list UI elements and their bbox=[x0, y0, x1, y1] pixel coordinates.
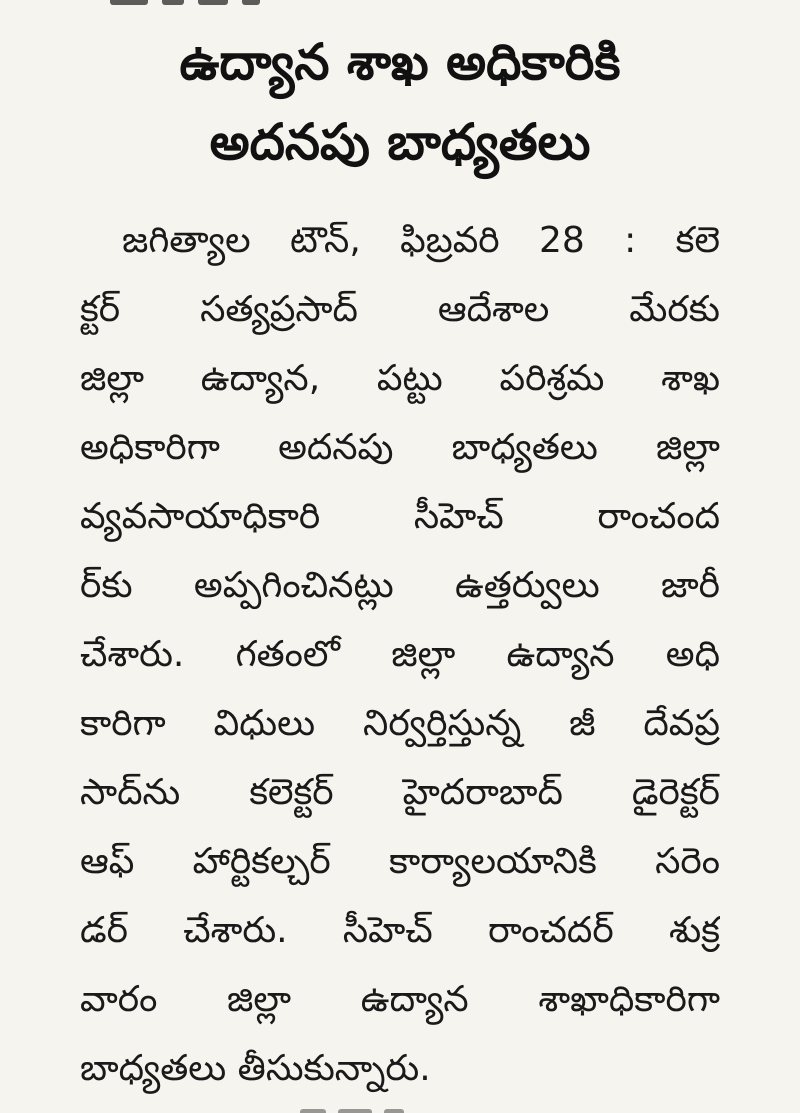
headline-line-2: అదనపు బాధ్యతలు bbox=[209, 113, 591, 171]
remnant-stroke bbox=[162, 0, 184, 5]
article-body bbox=[80, 206, 720, 1103]
article-line: అధికారిగా అదనపు బాధ్యతలు జిల్లా bbox=[80, 427, 720, 468]
remnant-stroke bbox=[300, 1109, 326, 1113]
article-line: ర్‌కు అప్పగించినట్లు ఉత్తర్వులు జారీ bbox=[80, 565, 720, 606]
remnant-stroke bbox=[242, 0, 260, 5]
article-line: జిల్లా ఉద్యాన, పట్టు పరిశ్రమ శాఖ bbox=[80, 358, 720, 399]
headline bbox=[40, 22, 760, 182]
remnant-stroke bbox=[110, 0, 148, 5]
article-line: చేశారు. గతంలో జిల్లా ఉద్యాన అధి bbox=[80, 634, 720, 675]
article-line: సాద్‌ను కలెక్టర్ హైదరాబాద్ డైరెక్టర్ bbox=[80, 772, 720, 813]
article-line: ఆఫ్ హార్టికల్చర్ కార్యాలయానికి సరెం bbox=[80, 841, 720, 882]
remnant-stroke bbox=[198, 0, 228, 5]
article-line-dateline: జగిత్యాల టౌన్, ఫిబ్రవరి 28 : కలె bbox=[122, 220, 720, 261]
cropped-text-remnant-bottom bbox=[300, 1105, 540, 1113]
article-line: డర్ చేశారు. సీహెచ్ రాంచదర్ శుక్ర bbox=[80, 910, 720, 951]
remnant-stroke bbox=[384, 1109, 404, 1113]
article-line: వారం జిల్లా ఉద్యాన శాఖాధికారిగా bbox=[80, 979, 720, 1020]
article-line: కారిగా విధులు నిర్వర్తిస్తున్న జీ దేవప్ర bbox=[80, 703, 720, 744]
article-line: వ్యవసాయాధికారి సీహెచ్ రాంచంద bbox=[80, 496, 720, 537]
article-line-last: బాధ్యతలు తీసుకున్నారు. bbox=[80, 1048, 431, 1089]
headline-line-1: ఉద్యాన శాఖ అధికారికి bbox=[179, 33, 621, 91]
cropped-text-remnant-top bbox=[110, 0, 380, 10]
remnant-stroke bbox=[338, 1109, 372, 1113]
article-line: క్టర్ సత్యప్రసాద్ ఆదేశాల మేరకు bbox=[80, 289, 720, 330]
